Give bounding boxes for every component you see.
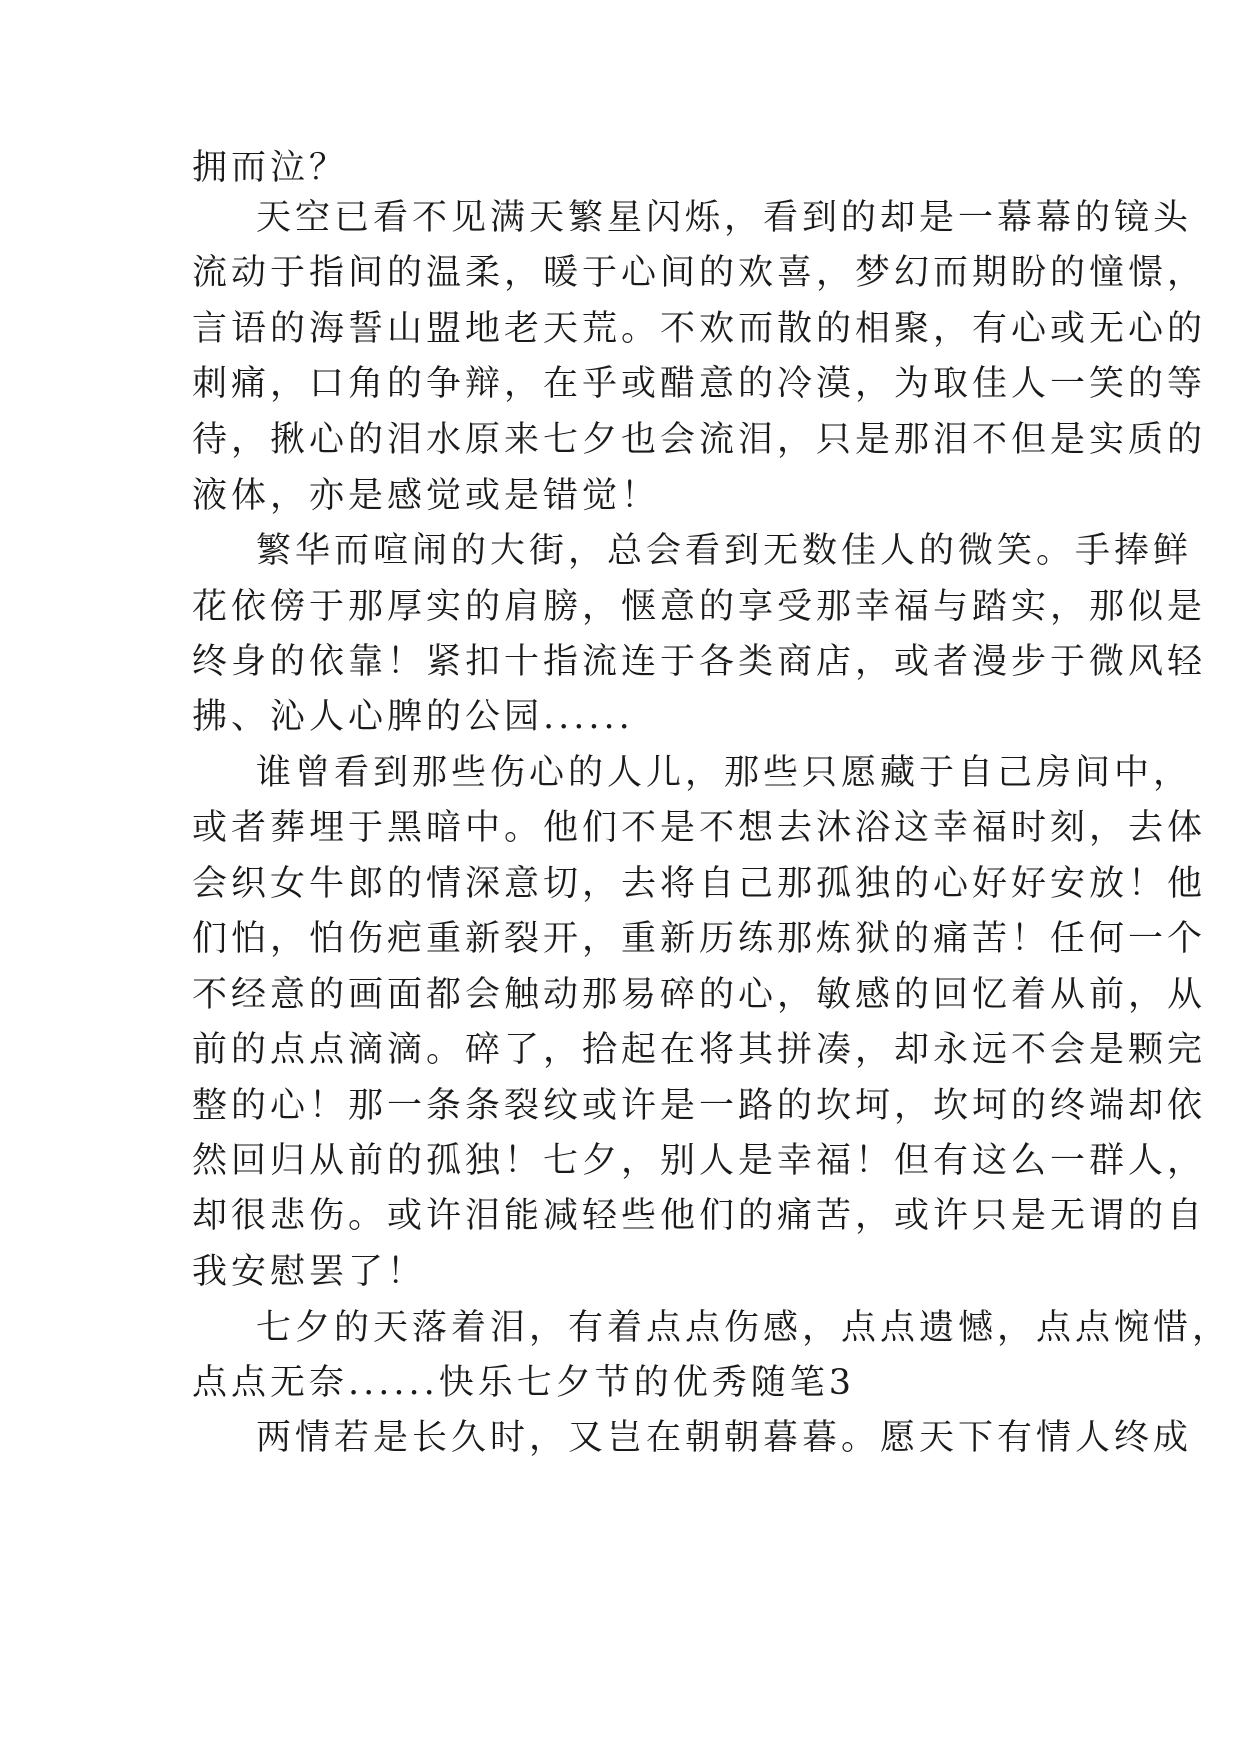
text-line: 拥而泣？ (192, 148, 349, 188)
text-line: 待，揪心的泪水原来七夕也会流泪，只是那泪不但是实质的 (192, 420, 1207, 460)
text-line: 流动于指间的温柔，暖于心间的欢喜，梦幻而期盼的憧憬， (192, 253, 1207, 293)
paragraph-start-line: 天空已看不见满天繁星闪烁，看到的却是一幕幕的镜头 (256, 198, 1193, 238)
text-line: 或者葬埋于黑暗中。他们不是不想去沐浴这幸福时刻，去体 (192, 808, 1207, 848)
text-line: 然回归从前的孤独！七夕，别人是幸福！但有这么一群人， (192, 1141, 1207, 1181)
paragraph-start-line: 谁曾看到那些伤心的人儿，那些只愿藏于自己房间中， (256, 753, 1193, 793)
text-line: 点点无奈......快乐七夕节的优秀随笔3 (192, 1363, 856, 1403)
paragraph-start-line: 七夕的天落着泪，有着点点伤感，点点遗憾，点点惋惜， (256, 1308, 1232, 1348)
text-line: 前的点点滴滴。碎了，拾起在将其拼凑，却永远不会是颗完 (192, 1030, 1207, 1070)
text-line: 花依傍于那厚实的肩膀，惬意的享受那幸福与踏实，那似是 (192, 587, 1207, 627)
text-line: 整的心！那一条条裂纹或许是一路的坎坷，坎坷的终端却依 (192, 1086, 1207, 1126)
text-line: 却很悲伤。或许泪能减轻些他们的痛苦，或许只是无谓的自 (192, 1196, 1207, 1236)
text-line: 我安慰罢了！ (192, 1252, 427, 1292)
text-line: 液体，亦是感觉或是错觉！ (192, 476, 661, 516)
text-line: 刺痛，口角的争辩，在乎或醋意的冷漠，为取佳人一笑的等 (192, 364, 1207, 404)
text-line: 不经意的画面都会触动那易碎的心，敏感的回忆着从前，从 (192, 975, 1207, 1015)
paragraph-start-line: 两情若是长久时，又岂在朝朝暮暮。愿天下有情人终成 (256, 1418, 1193, 1458)
text-line: 会织女牛郎的情深意切，去将自己那孤独的心好好安放！他 (192, 864, 1207, 904)
text-line: 终身的依靠！紧扣十指流连于各类商店，或者漫步于微风轻 (192, 642, 1207, 682)
paragraph-start-line: 繁华而喧闹的大街，总会看到无数佳人的微笑。手捧鲜 (256, 531, 1193, 571)
text-line: 们怕，怕伤疤重新裂开，重新历练那炼狱的痛苦！任何一个 (192, 919, 1207, 959)
text-line: 言语的海誓山盟地老天荒。不欢而散的相聚，有心或无心的 (192, 309, 1207, 349)
text-line: 拂、沁人心脾的公园...... (192, 697, 634, 737)
